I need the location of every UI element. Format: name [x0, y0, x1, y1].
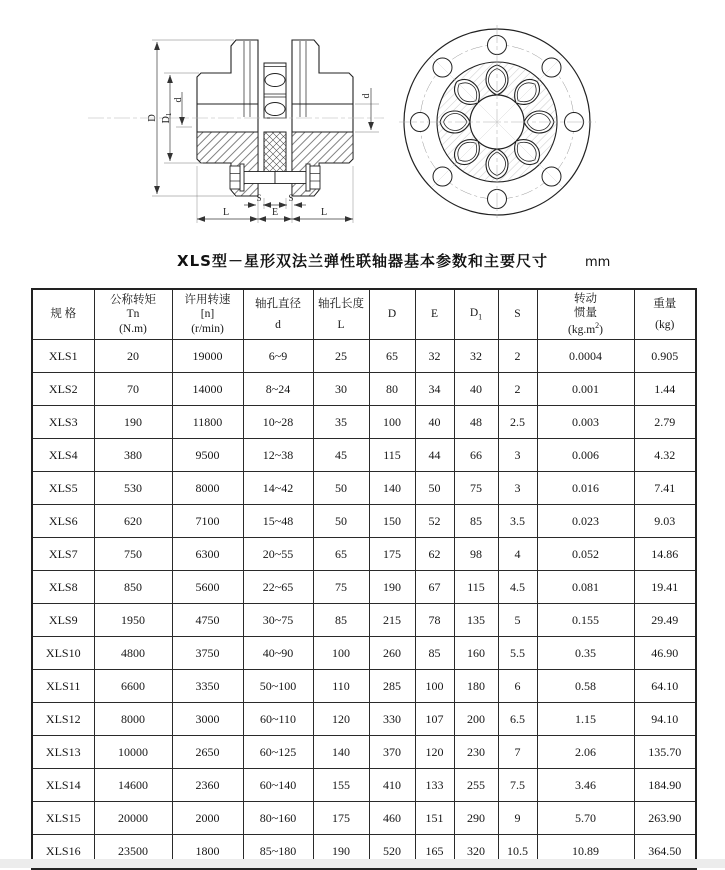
- table-cell: 180: [454, 670, 498, 703]
- table-row: [32, 736, 696, 769]
- table-cell: 620: [94, 505, 172, 538]
- table-cell: 190: [313, 835, 369, 869]
- table-cell: 75: [313, 571, 369, 604]
- table-cell: 1.15: [537, 703, 634, 736]
- spec-table-body: [32, 340, 696, 869]
- table-cell: 85: [454, 505, 498, 538]
- table-cell: 151: [415, 802, 454, 835]
- table-cell: 70: [94, 373, 172, 406]
- table-cell: 290: [454, 802, 498, 835]
- table-cell: XLS2: [32, 373, 94, 406]
- table-cell: 100: [369, 406, 415, 439]
- table-cell: 40: [415, 406, 454, 439]
- table-cell: 52: [415, 505, 454, 538]
- table-cell: 6600: [94, 670, 172, 703]
- table-cell: 98: [454, 538, 498, 571]
- table-cell: 50: [313, 505, 369, 538]
- table-cell: 3: [498, 472, 537, 505]
- table-cell: 530: [94, 472, 172, 505]
- table-cell: 8000: [172, 472, 243, 505]
- table-cell: 3750: [172, 637, 243, 670]
- table-cell: 85~180: [243, 835, 313, 869]
- table-cell: 29.49: [634, 604, 696, 637]
- table-cell: 8~24: [243, 373, 313, 406]
- table-cell: 80~160: [243, 802, 313, 835]
- col-header-bore-length: 轴孔长度 L: [313, 289, 369, 340]
- table-cell: 135: [454, 604, 498, 637]
- table-cell: 330: [369, 703, 415, 736]
- table-cell: 2.5: [498, 406, 537, 439]
- table-cell: 107: [415, 703, 454, 736]
- dim-label-S-left: S: [256, 193, 262, 203]
- table-cell: 120: [415, 736, 454, 769]
- table-cell: 4750: [172, 604, 243, 637]
- table-cell: 6.5: [498, 703, 537, 736]
- table-row: [32, 505, 696, 538]
- table-cell: XLS3: [32, 406, 94, 439]
- table-cell: 2.06: [537, 736, 634, 769]
- table-cell: 1.44: [634, 373, 696, 406]
- table-cell: 184.90: [634, 769, 696, 802]
- table-cell: 150: [369, 505, 415, 538]
- table-cell: 60~140: [243, 769, 313, 802]
- table-cell: 5600: [172, 571, 243, 604]
- table-cell: 0.052: [537, 538, 634, 571]
- dim-label-L-right: L: [320, 207, 328, 218]
- table-cell: 0.905: [634, 340, 696, 373]
- table-cell: 62: [415, 538, 454, 571]
- table-cell: XLS8: [32, 571, 94, 604]
- table-cell: 50: [415, 472, 454, 505]
- table-cell: 7.5: [498, 769, 537, 802]
- table-cell: 175: [369, 538, 415, 571]
- col-header-D1: $D_1$: [454, 289, 498, 340]
- dim-label-d-right: d: [361, 93, 372, 99]
- left-hub-section: [197, 132, 258, 196]
- table-cell: 14600: [94, 769, 172, 802]
- table-cell: 3000: [172, 703, 243, 736]
- table-cell: XLS11: [32, 670, 94, 703]
- table-cell: 5.70: [537, 802, 634, 835]
- table-cell: 15~48: [243, 505, 313, 538]
- table-cell: 60~125: [243, 736, 313, 769]
- table-cell: 85: [415, 637, 454, 670]
- table-cell: 175: [313, 802, 369, 835]
- table-cell: 5.5: [498, 637, 537, 670]
- table-cell: 140: [369, 472, 415, 505]
- table-cell: 380: [94, 439, 172, 472]
- table-cell: 520: [369, 835, 415, 869]
- coupling-front-view: [399, 25, 596, 220]
- table-cell: 370: [369, 736, 415, 769]
- table-cell: 0.016: [537, 472, 634, 505]
- table-cell: 48: [454, 406, 498, 439]
- table-cell: 4.32: [634, 439, 696, 472]
- table-cell: 133: [415, 769, 454, 802]
- table-cell: 255: [454, 769, 498, 802]
- table-cell: 0.003: [537, 406, 634, 439]
- table-cell: 120: [313, 703, 369, 736]
- table-cell: 110: [313, 670, 369, 703]
- table-cell: 115: [454, 571, 498, 604]
- elastic-element: [264, 63, 286, 175]
- table-cell: 10.89: [537, 835, 634, 869]
- table-cell: 65: [369, 340, 415, 373]
- table-cell: 50: [313, 472, 369, 505]
- col-header-S: S: [498, 289, 537, 340]
- table-cell: 0.58: [537, 670, 634, 703]
- table-cell: 20000: [94, 802, 172, 835]
- table-row: [32, 406, 696, 439]
- table-cell: 80: [369, 373, 415, 406]
- table-cell: 14000: [172, 373, 243, 406]
- table-cell: 165: [415, 835, 454, 869]
- dim-label-D1: $D_1$: [161, 112, 173, 124]
- table-cell: 0.35: [537, 637, 634, 670]
- table-cell: 8000: [94, 703, 172, 736]
- dim-label-L-left: L: [222, 207, 230, 218]
- table-cell: 364.50: [634, 835, 696, 869]
- table-cell: 14~42: [243, 472, 313, 505]
- table-cell: 9.03: [634, 505, 696, 538]
- table-cell: 4800: [94, 637, 172, 670]
- table-cell: 215: [369, 604, 415, 637]
- table-cell: 45: [313, 439, 369, 472]
- table-cell: 320: [454, 835, 498, 869]
- table-row: [32, 472, 696, 505]
- table-cell: 46.90: [634, 637, 696, 670]
- table-cell: 67: [415, 571, 454, 604]
- technical-drawings: [0, 0, 725, 250]
- table-cell: 750: [94, 538, 172, 571]
- dim-label-S-right: S: [288, 193, 294, 203]
- table-cell: 2.79: [634, 406, 696, 439]
- table-row: [32, 604, 696, 637]
- table-cell: XLS6: [32, 505, 94, 538]
- table-row: [32, 769, 696, 802]
- table-row: [32, 670, 696, 703]
- table-cell: 155: [313, 769, 369, 802]
- table-cell: 2: [498, 373, 537, 406]
- table-cell: 7.41: [634, 472, 696, 505]
- table-cell: 40: [454, 373, 498, 406]
- table-row: [32, 637, 696, 670]
- table-row: [32, 439, 696, 472]
- table-cell: XLS9: [32, 604, 94, 637]
- table-cell: 460: [369, 802, 415, 835]
- col-header-weight: 重量 (kg): [634, 289, 696, 340]
- dim-label-E: E: [271, 207, 279, 218]
- dim-label-D: D: [147, 114, 158, 122]
- table-cell: 1800: [172, 835, 243, 869]
- col-header-D: D: [369, 289, 415, 340]
- table-cell: 100: [415, 670, 454, 703]
- table-cell: 22~65: [243, 571, 313, 604]
- table-cell: 2650: [172, 736, 243, 769]
- table-cell: 6300: [172, 538, 243, 571]
- table-cell: 2360: [172, 769, 243, 802]
- table-cell: XLS13: [32, 736, 94, 769]
- col-header-E: E: [415, 289, 454, 340]
- table-cell: 190: [369, 571, 415, 604]
- unit-label: mm: [585, 255, 611, 270]
- table-cell: 12~38: [243, 439, 313, 472]
- col-header-torque: 公称转矩 Tn (N.m): [94, 289, 172, 340]
- table-cell: XLS7: [32, 538, 94, 571]
- table-cell: XLS5: [32, 472, 94, 505]
- table-cell: 34: [415, 373, 454, 406]
- table-cell: 65: [313, 538, 369, 571]
- table-row: [32, 538, 696, 571]
- table-cell: 140: [313, 736, 369, 769]
- table-cell: 6: [498, 670, 537, 703]
- table-cell: 2000: [172, 802, 243, 835]
- table-cell: 94.10: [634, 703, 696, 736]
- table-cell: 135.70: [634, 736, 696, 769]
- table-cell: 190: [94, 406, 172, 439]
- table-row: [32, 571, 696, 604]
- spec-table: [31, 288, 697, 870]
- col-header-inertia: 转动 惯量 $(kg.m^2)$: [537, 289, 634, 340]
- table-cell: 10.5: [498, 835, 537, 869]
- table-cell: 160: [454, 637, 498, 670]
- table-cell: 32: [454, 340, 498, 373]
- table-cell: 200: [454, 703, 498, 736]
- table-cell: 66: [454, 439, 498, 472]
- table-cell: 64.10: [634, 670, 696, 703]
- table-row: [32, 340, 696, 373]
- table-cell: 410: [369, 769, 415, 802]
- table-cell: 850: [94, 571, 172, 604]
- table-cell: 30: [313, 373, 369, 406]
- table-cell: 0.081: [537, 571, 634, 604]
- table-cell: XLS4: [32, 439, 94, 472]
- table-cell: 20~55: [243, 538, 313, 571]
- table-cell: 10000: [94, 736, 172, 769]
- right-hub-section: [292, 132, 353, 196]
- table-cell: 4.5: [498, 571, 537, 604]
- table-cell: 19000: [172, 340, 243, 373]
- table-cell: 3.46: [537, 769, 634, 802]
- table-row: [32, 703, 696, 736]
- table-cell: 3: [498, 439, 537, 472]
- table-cell: 9500: [172, 439, 243, 472]
- table-cell: 3350: [172, 670, 243, 703]
- table-cell: XLS10: [32, 637, 94, 670]
- table-cell: 0.006: [537, 439, 634, 472]
- col-header-bore-diameter: 轴孔直径 d: [243, 289, 313, 340]
- table-cell: 50~100: [243, 670, 313, 703]
- table-cell: 3.5: [498, 505, 537, 538]
- table-row: [32, 373, 696, 406]
- table-cell: 40~90: [243, 637, 313, 670]
- table-cell: 230: [454, 736, 498, 769]
- table-cell: 0.155: [537, 604, 634, 637]
- table-cell: 78: [415, 604, 454, 637]
- table-cell: 285: [369, 670, 415, 703]
- table-cell: 5: [498, 604, 537, 637]
- table-cell: 7100: [172, 505, 243, 538]
- table-cell: XLS12: [32, 703, 94, 736]
- coupling-cross-section: [88, 40, 384, 223]
- table-cell: 60~110: [243, 703, 313, 736]
- table-cell: 0.001: [537, 373, 634, 406]
- table-cell: 20: [94, 340, 172, 373]
- table-cell: XLS16: [32, 835, 94, 869]
- page-title: XLS型－星形双法兰弹性联轴器基本参数和主要尺寸: [177, 252, 548, 270]
- col-header-speed: 许用转速 [n] (r/min): [172, 289, 243, 340]
- table-cell: 32: [415, 340, 454, 373]
- table-cell: 0.023: [537, 505, 634, 538]
- table-cell: 263.90: [634, 802, 696, 835]
- table-cell: 14.86: [634, 538, 696, 571]
- table-cell: 44: [415, 439, 454, 472]
- table-cell: 9: [498, 802, 537, 835]
- table-cell: 19.41: [634, 571, 696, 604]
- table-row: [32, 802, 696, 835]
- table-cell: 23500: [94, 835, 172, 869]
- table-cell: XLS15: [32, 802, 94, 835]
- table-cell: XLS14: [32, 769, 94, 802]
- table-cell: 30~75: [243, 604, 313, 637]
- table-cell: 1950: [94, 604, 172, 637]
- table-cell: 2: [498, 340, 537, 373]
- table-cell: XLS1: [32, 340, 94, 373]
- table-cell: 260: [369, 637, 415, 670]
- table-cell: 35: [313, 406, 369, 439]
- table-cell: 85: [313, 604, 369, 637]
- table-cell: 100: [313, 637, 369, 670]
- header-row: [32, 289, 696, 340]
- table-cell: 25: [313, 340, 369, 373]
- dim-label-d-left: d: [173, 97, 184, 103]
- table-cell: 11800: [172, 406, 243, 439]
- table-cell: 6~9: [243, 340, 313, 373]
- page-bottom-margin: [0, 859, 725, 868]
- table-cell: 75: [454, 472, 498, 505]
- col-header-spec: 规 格: [32, 289, 94, 340]
- table-cell: 0.0004: [537, 340, 634, 373]
- table-cell: 7: [498, 736, 537, 769]
- table-cell: 115: [369, 439, 415, 472]
- table-cell: 4: [498, 538, 537, 571]
- table-cell: 10~28: [243, 406, 313, 439]
